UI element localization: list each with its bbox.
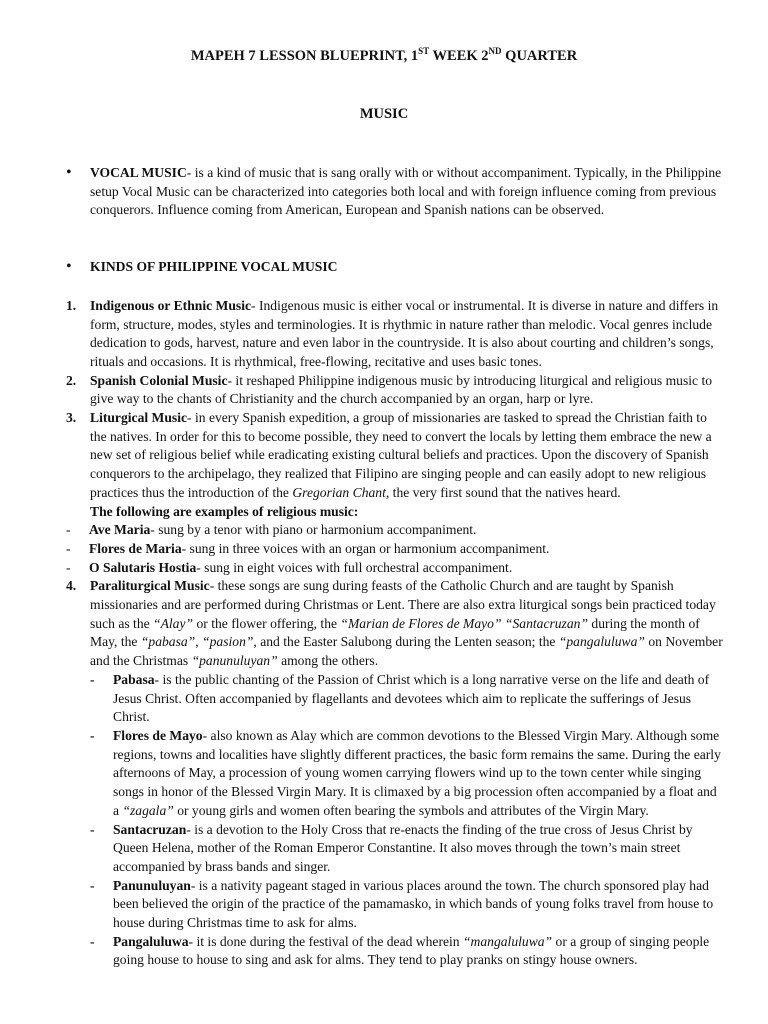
examples-block: [66, 503, 724, 578]
bullet-icon: •: [66, 164, 72, 181]
definition: - Indigenous music is either vocal or instrumental. It is diverse in nature and differs in form, structure, modes, styles and terminologies. It is rhythmic in nature rather than melodic. Vocal genres include dedication to gods, harvest, nature and even labor in the countryside. It is also about courting and children’s songs, rituals and occasions. It is rhythmical, free-flowing, recitative and uses basic tones.: [90, 297, 719, 369]
list-item: [66, 297, 724, 372]
dash-bullet: -: [66, 559, 71, 575]
paraliturgical-sublist: [66, 671, 724, 970]
list-item: [90, 877, 724, 933]
definition: among the others.: [277, 653, 379, 669]
definition: - it is done during the festival of the dead wherein: [188, 933, 463, 949]
item-number: 3.: [66, 410, 77, 426]
dash-bullet: -: [90, 933, 95, 949]
term: VOCAL MUSIC: [90, 165, 187, 180]
definition: - in every Spanish expedition, a group of missionaries are tasked to spread the Christian faith to the natives. In order for this to become possible, they need to convert the locals by letting them embrace the new a new set of religious belief while eradicating existing cultural beliefs and practices. Upon the discovery of Spanish conquerors to the archipelago, they realized that Filipino are singing people and can easily adopt to new religious practices thus the introduction of the: [90, 410, 712, 500]
document-body: [66, 164, 724, 970]
dash-bullet: -: [90, 821, 95, 837]
term: Santacruzan: [113, 821, 187, 837]
emphasis: “Alay”: [153, 615, 194, 631]
definition: - is a devotion to the Holy Cross that re-enacts the finding of the true cross of Jesus Christ by Queen Helena, mother of the Roman Emperor Constantine. It also moves through the town’s main street accompanied by brass bands and singer.: [113, 821, 693, 874]
emphasis: “mangaluluwa”: [462, 933, 553, 949]
term: Flores de Maria: [89, 540, 182, 556]
term: Spanish Colonial Music: [90, 372, 228, 388]
term: Liturgical Music: [90, 410, 188, 426]
term: Paraliturgical Music: [90, 578, 210, 594]
dash-bullet: -: [90, 877, 95, 893]
term: Pangaluluwa: [113, 933, 189, 949]
list-item: [66, 372, 724, 409]
examples-heading: The following are examples of religious music:: [90, 503, 359, 519]
definition: - sung in eight voices with full orchestral accompaniment.: [196, 559, 513, 575]
item-number: 4.: [66, 578, 77, 594]
definition: - is the public chanting of the Passion of Christ which is a long narrative verse on the life and death of Jesus Christ. Often accompanied by flagellants and devotees which aim to replicate the sufferings of Jesus Christ.: [113, 671, 710, 725]
definition: - is a kind of music that is sang orally with or without accompaniment. Typically, in the Philippine setup Vocal Music can be characterized into categories both local and with foreign influence coming from previous conquerors. Influence coming from American, European and Spanish nations can be observed.: [90, 165, 722, 218]
list-item: [90, 727, 724, 821]
definition: or the flower offering, the: [193, 615, 341, 631]
term: O Salutaris Hostia: [89, 559, 197, 575]
dash-bullet: -: [90, 671, 95, 687]
page-title: [0, 46, 768, 65]
emphasis: “panunuluyan”: [191, 653, 278, 669]
kinds-heading: [66, 258, 724, 277]
definition: - sung by a tenor with piano or harmonium accompaniment.: [150, 522, 477, 538]
definition: - also known as Alay which are common devotions to the Blessed Virgin Mary. Although some regions, towns and localities have slightly different practices, the basic form remains the same. During the early afternoons of May, a procession of young women carrying flowers wind up to the town center while singing songs in honor of the Blessed Virgin Mary. It is climaxed by a big procession often accompanied by a float and a: [113, 727, 721, 818]
emphasis: “pangaluluwa”: [558, 634, 645, 650]
item-number: 2.: [66, 372, 77, 388]
list-item: [90, 671, 724, 727]
emphasis: “pabasa”: [140, 634, 196, 650]
term: Panunuluyan: [113, 877, 191, 893]
bullet-icon: •: [66, 258, 72, 276]
vocal-music-paragraph: [66, 164, 724, 220]
title-part: QUARTER: [501, 47, 578, 64]
dash-bullet: -: [66, 540, 71, 556]
list-item: [66, 409, 724, 503]
emphasis: “Marian de Flores de Mayo” “Santacruzan”: [340, 615, 589, 631]
heading-text: KINDS OF PHILIPPINE VOCAL MUSIC: [90, 259, 338, 275]
term: Flores de Mayo: [113, 727, 203, 743]
list-item: [66, 559, 724, 578]
list-item: [66, 521, 724, 540]
emphasis: “pasion”: [202, 634, 254, 650]
definition: or young girls and women often bearing the symbols and attributes of the Virgin Mary.: [173, 802, 649, 818]
definition: - is a nativity pageant staged in various places around the town. The church sponsored play had been believed the origin of the practice of the pamamasko, in which bands of young folks travel from house to house during Christmas time to ask for alms.: [113, 877, 714, 931]
definition: on November and the Christmas: [90, 634, 723, 669]
title-superscript: ST: [418, 46, 430, 56]
emphasis: “zagala”: [122, 802, 174, 818]
definition: , and the Easter Salubong during the Lenten season; the: [253, 634, 559, 650]
subject-heading: MUSIC: [359, 106, 409, 122]
emphasis: Gregorian Chant: [292, 484, 386, 500]
term: Indigenous or Ethnic Music: [90, 297, 252, 313]
list-item: [66, 540, 724, 559]
definition: , the very first sound that the natives heard.: [385, 484, 621, 500]
item-number: 1.: [66, 297, 77, 313]
list-item: [66, 577, 724, 671]
list-item: [90, 933, 724, 970]
definition: ,: [195, 634, 203, 650]
title-part: WEEK 2: [429, 47, 489, 64]
definition: - it reshaped Philippine indigenous music by introducing liturgical and religious music to give way to the chants of Christianity and the church accompanied by an organ, harp or lyre.: [90, 372, 713, 407]
title-part: MAPEH 7 LESSON BLUEPRINT, 1: [190, 47, 419, 64]
list-item: [90, 821, 724, 877]
term: Pabasa: [113, 671, 155, 687]
definition: or a group of singing people going house to house to sing and ask for alms. They tend to play pranks on stingy house owners.: [113, 933, 710, 968]
term: Ave Maria: [89, 522, 151, 538]
dash-bullet: -: [90, 727, 95, 743]
title-superscript: ND: [488, 46, 502, 56]
definition: - sung in three voices with an organ or harmonium accompaniment.: [181, 540, 550, 556]
definition: during the month of May, the: [90, 615, 700, 650]
dash-bullet: -: [66, 522, 71, 538]
definition: - these songs are sung during feasts of the Catholic Church and are taught by Spanish missionaries and are performed during Christmas or Lent. There are also extra liturgical songs bein practiced today such as the: [90, 578, 716, 631]
